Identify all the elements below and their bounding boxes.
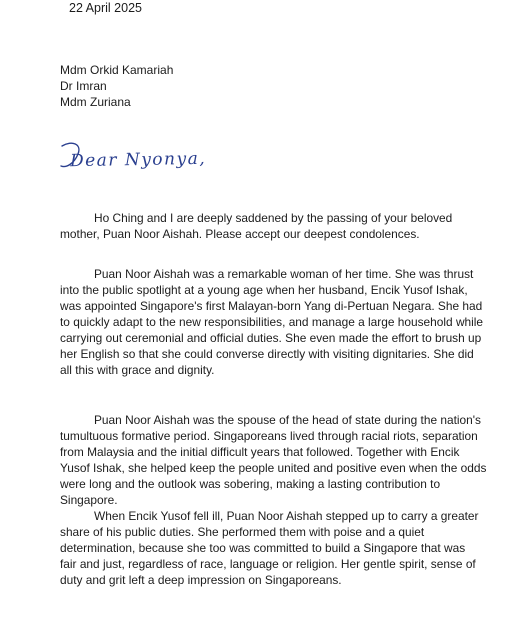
recipient-list <box>60 62 173 110</box>
paragraph-line: fair and just, regardless of race, language or religion. Her gentle spirit, sense of <box>60 557 476 571</box>
paragraph-line: into the public spotlight at a young age when her husband, Encik Yusof Ishak, <box>60 283 468 297</box>
paragraph-line: carrying out ceremonial and official duties. She even made the effort to brush up <box>60 331 482 345</box>
paragraph-line: Puan Noor Aishah was the spouse of the head of state during the nation's <box>94 413 481 427</box>
paragraph-line: share of his public duties. She performed them with poise and a quiet <box>60 525 425 539</box>
paragraph-line: from Malaysia and the initial difficult years that followed. Together with Encik <box>60 445 460 459</box>
letter-paragraph <box>60 210 470 242</box>
paragraph-line: was appointed Singapore's first Malayan-born Yang di-Pertuan Negara. She had <box>60 299 483 313</box>
paragraph-line: were long and the outlook was sobering, making a lasting contribution to <box>60 477 441 491</box>
paragraph-line: Singapore. <box>60 493 118 507</box>
paragraph-line: tumultuous formative period. Singaporeans lived through racial riots, separation <box>60 429 478 443</box>
paragraph-line: duty and grit left a deep impression on Singaporeans. <box>60 573 342 587</box>
paragraph-line: Puan Noor Aishah was a remarkable woman of her time. She was thrust <box>94 267 474 281</box>
paragraph-line: her English so that she could converse directly with visiting dignitaries. She did <box>60 347 474 361</box>
handwritten-salutation <box>58 138 258 182</box>
paragraph-line: to quickly adapt to the new responsibilities, and manage a large household while <box>60 315 484 329</box>
recipient-name: Mdm Zuriana <box>60 95 131 109</box>
letter-paragraph <box>60 508 479 588</box>
salutation-text: Dear Nyonya, <box>69 148 207 172</box>
letter-date: 22 April 2025 <box>69 1 142 15</box>
paragraph-line: mother, Puan Noor Aishah. Please accept our deepest condolences. <box>60 227 420 241</box>
paragraph-line: When Encik Yusof fell ill, Puan Noor Aishah stepped up to carry a greater <box>94 509 479 523</box>
recipient-name: Mdm Orkid Kamariah <box>60 63 174 77</box>
paragraph-line: Yusof Ishak, she helped keep the people united and positive even when the odds <box>60 461 487 475</box>
letter-paragraph <box>60 412 487 508</box>
paragraph-line: determination, because she too was committed to build a Singapore that was <box>60 541 466 555</box>
recipient-name: Dr Imran <box>60 79 107 93</box>
paragraph-line: all this with grace and dignity. <box>60 363 215 377</box>
paragraph-line: Ho Ching and I are deeply saddened by the passing of your beloved <box>94 211 453 225</box>
letter-paragraph <box>60 266 484 378</box>
